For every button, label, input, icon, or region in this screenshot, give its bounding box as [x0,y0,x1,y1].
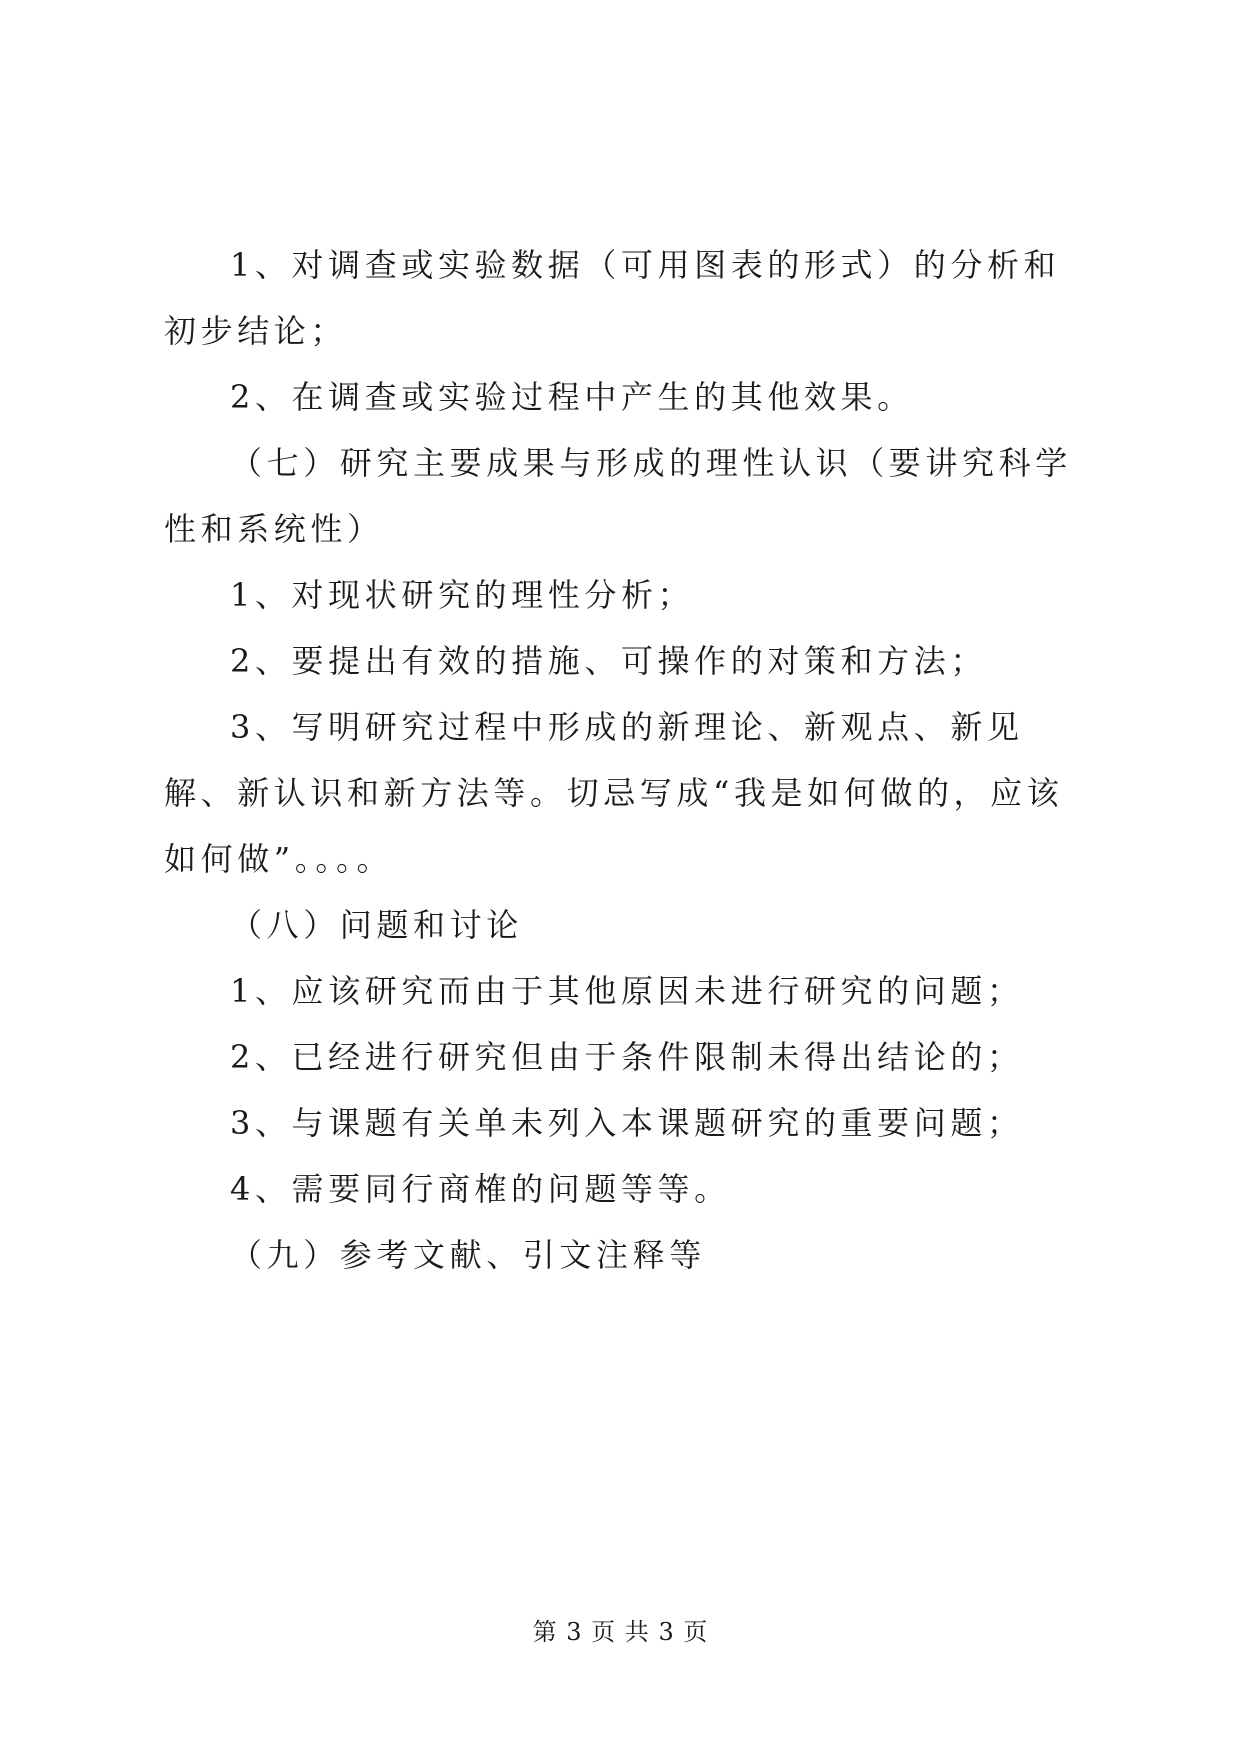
page-number-footer: 第 3 页 共 3 页 [532,1618,709,1646]
list-item: 1、应该研究而由于其他原因未进行研究的问题； [230,972,1024,1010]
section-heading: （八）问题和讨论 [230,906,523,944]
list-item: 1、对现状研究的理性分析； [230,576,695,614]
list-item: 3、与课题有关单未列入本课题研究的重要问题； [230,1104,1024,1142]
list-item: 3、写明研究过程中形成的新理论、新观点、新见解、新认识和新方法等。切忌写成“我是如何做的，应该如何做”。。。。 [164,708,1064,878]
section-heading: （九）参考文献、引文注释等 [230,1236,706,1274]
list-item: 2、已经进行研究但由于条件限制未得出结论的； [230,1038,1024,1076]
list-item: 2、要提出有效的措施、可操作的对策和方法； [230,642,987,680]
list-item: 2、在调查或实验过程中产生的其他效果。 [230,378,914,416]
section-heading: （七）研究主要成果与形成的理性认识（要讲究科学性和系统性） [164,444,1072,548]
list-item: 4、需要同行商榷的问题等等。 [230,1170,731,1208]
document-body [164,232,1084,1288]
list-item: 1、对调查或实验数据（可用图表的形式）的分析和初步结论； [164,246,1061,350]
